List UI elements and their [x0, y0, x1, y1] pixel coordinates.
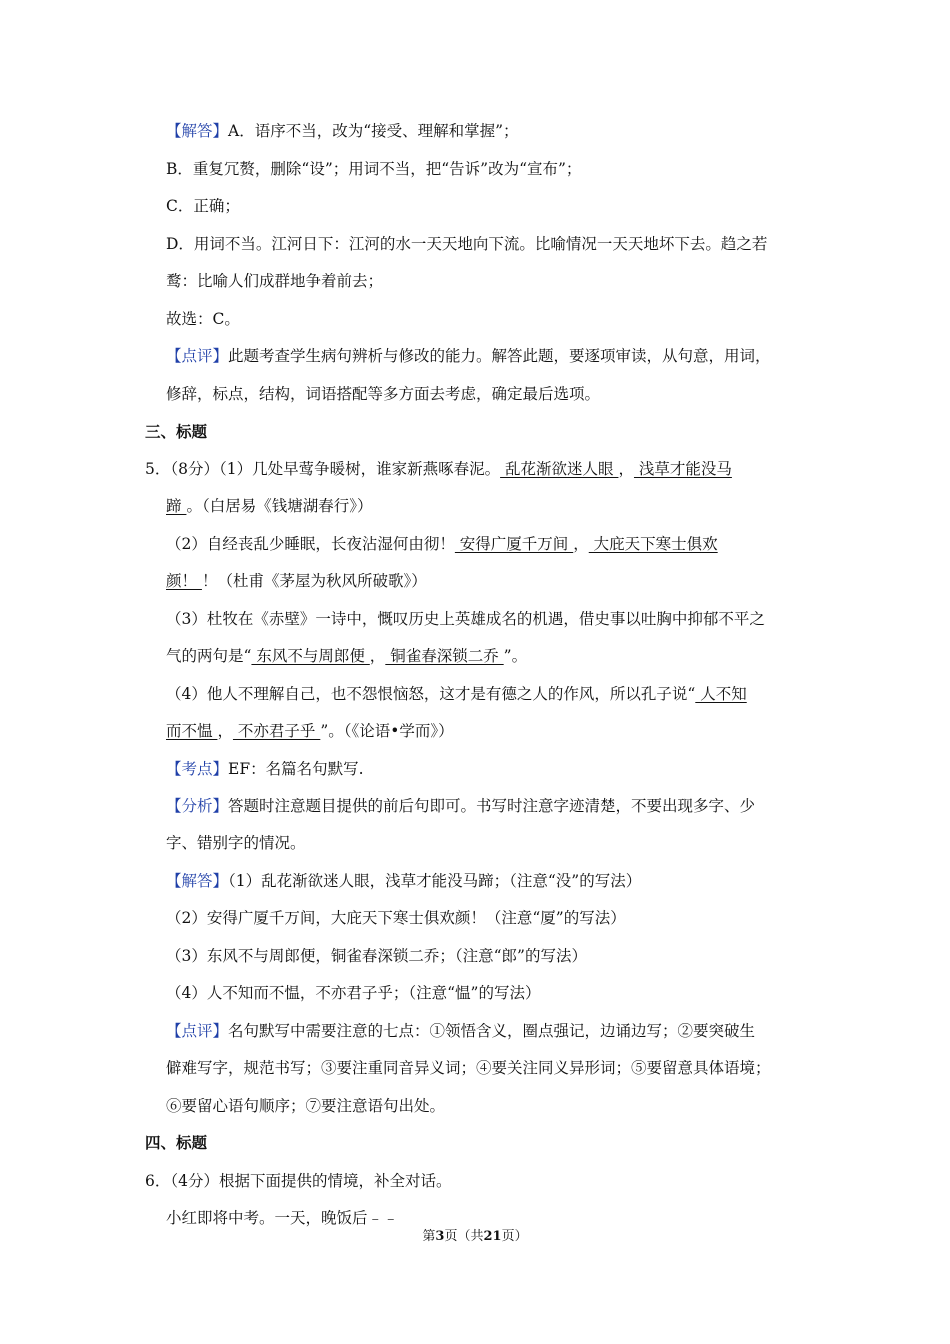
page-footer: 第3页（共21页）	[422, 1229, 528, 1244]
answer-line: （4）人不知而不愠，不亦君子乎；（注意“愠”的写法）	[166, 984, 541, 1002]
total-pages: 21	[483, 1229, 502, 1244]
comment-tag: 【点评】	[166, 347, 229, 365]
answer-line: 故选：C。	[166, 310, 240, 328]
answer-blank: 浅草才能没马	[633, 460, 732, 478]
answer-blank: 颜！	[166, 572, 202, 590]
comment-line: ⑥要留心语句顺序；⑦要注意语句出处。	[166, 1097, 446, 1115]
answer-blank: 人不知	[695, 685, 747, 703]
answer-blank: 安得广厦千万间	[454, 535, 574, 553]
answer-tag: 【解答】	[166, 122, 229, 140]
question-line: 颜！ ！（杜甫《茅屋为秋风所破歌》）	[166, 572, 427, 590]
question-line: （4）他人不理解自己，也不怨恨恼怒，这才是有德之人的作风，所以孔子说“ 人不知	[166, 685, 747, 703]
answer-tag: 【解答】	[166, 872, 229, 890]
question-line: （3）杜牧在《赤壁》一诗中，慨叹历史上英雄成名的机遇，借史事以吐胸中抑郁不平之	[166, 610, 765, 628]
comment-tag: 【点评】	[166, 1022, 229, 1040]
answer-blank: 铜雀春深锁二乔	[385, 647, 504, 665]
question-line: 而不愠 ， 不亦君子乎 ”。（《论语•学而》）	[166, 722, 454, 740]
section-heading: 四、标题	[145, 1133, 208, 1152]
answer-blank: 不亦君子乎	[232, 722, 321, 740]
section-heading: 三、标题	[145, 422, 208, 441]
analysis-line: 【分析】答题时注意题目提供的前后句即可。书写时注意字迹清楚，不要出现多字、少	[166, 797, 756, 815]
answer-line: （2）安得广厦千万间，大庇天下寒士俱欢颜！（注意“厦”的写法）	[166, 909, 626, 927]
answer-line: 鹜：比喻人们成群地争着前去；	[166, 272, 384, 290]
answer-blank: 乱花渐欲迷人眼	[500, 460, 619, 478]
comment-line: 【点评】此题考查学生病句辨析与修改的能力。解答此题，要逐项审读，从句意，用词，	[166, 347, 771, 365]
kaodian-tag: 【考点】	[166, 760, 229, 778]
answer-line: 【解答】（1）乱花渐欲迷人眼，浅草才能没马蹄；（注意“没”的写法）	[166, 872, 642, 890]
question-line: 蹄 。（白居易《钱塘湖春行》）	[166, 497, 373, 515]
question-line: 5．（8分）（1）几处早莺争暖树，谁家新燕啄春泥。 乱花渐欲迷人眼 ， 浅草才能没马	[145, 460, 732, 478]
kaodian-line: 【考点】EF：名篇名句默写.	[166, 760, 364, 778]
answer-line: D．用词不当。江河日下：江河的水一天天地向下流。比喻情况一天天地坏下去。趋之若	[166, 235, 768, 253]
answer-line: （3）东风不与周郎便，铜雀春深锁二乔；（注意“郎”的写法）	[166, 947, 587, 965]
comment-line: 【点评】名句默写中需要注意的七点：①领悟含义，圈点强记，边诵边写；②要突破生	[166, 1022, 756, 1040]
answer-line: 【解答】A．语序不当，改为“接受、理解和掌握”；	[166, 122, 519, 140]
question-line: （2）自经丧乱少睡眠，长夜沾湿何由彻！ 安得广厦千万间 ， 大庇天下寒士俱欢	[166, 535, 718, 553]
answer-line: B．重复冗赘，删除“设”；用词不当，把“告诉”改为“宣布”；	[166, 160, 582, 178]
answer-line: C．正确；	[166, 197, 240, 215]
comment-line: 僻难写字，规范书写；③要注重同音异义词；④要关注同义异形词；⑤要留意具体语境；	[166, 1059, 771, 1077]
analysis-line: 字、错别字的情况。	[166, 834, 306, 852]
answer-blank: 蹄	[166, 497, 187, 515]
analysis-tag: 【分析】	[166, 797, 229, 815]
question-line: 6．（4分）根据下面提供的情境，补全对话。	[145, 1172, 452, 1190]
answer-blank: 大庇天下寒士俱欢	[588, 535, 718, 553]
comment-line: 修辞，标点，结构，词语搭配等多方面去考虑，确定最后选项。	[166, 385, 601, 403]
answer-blank: 东风不与周郎便	[251, 647, 370, 665]
question-line: 气的两句是“ 东风不与周郎便 ， 铜雀春深锁二乔 ”。	[166, 647, 528, 665]
question-line: 小红即将中考。一天，晚饭后﹣﹣	[166, 1209, 399, 1227]
answer-blank: 而不愠	[166, 722, 218, 740]
page-number: 3	[435, 1229, 445, 1244]
